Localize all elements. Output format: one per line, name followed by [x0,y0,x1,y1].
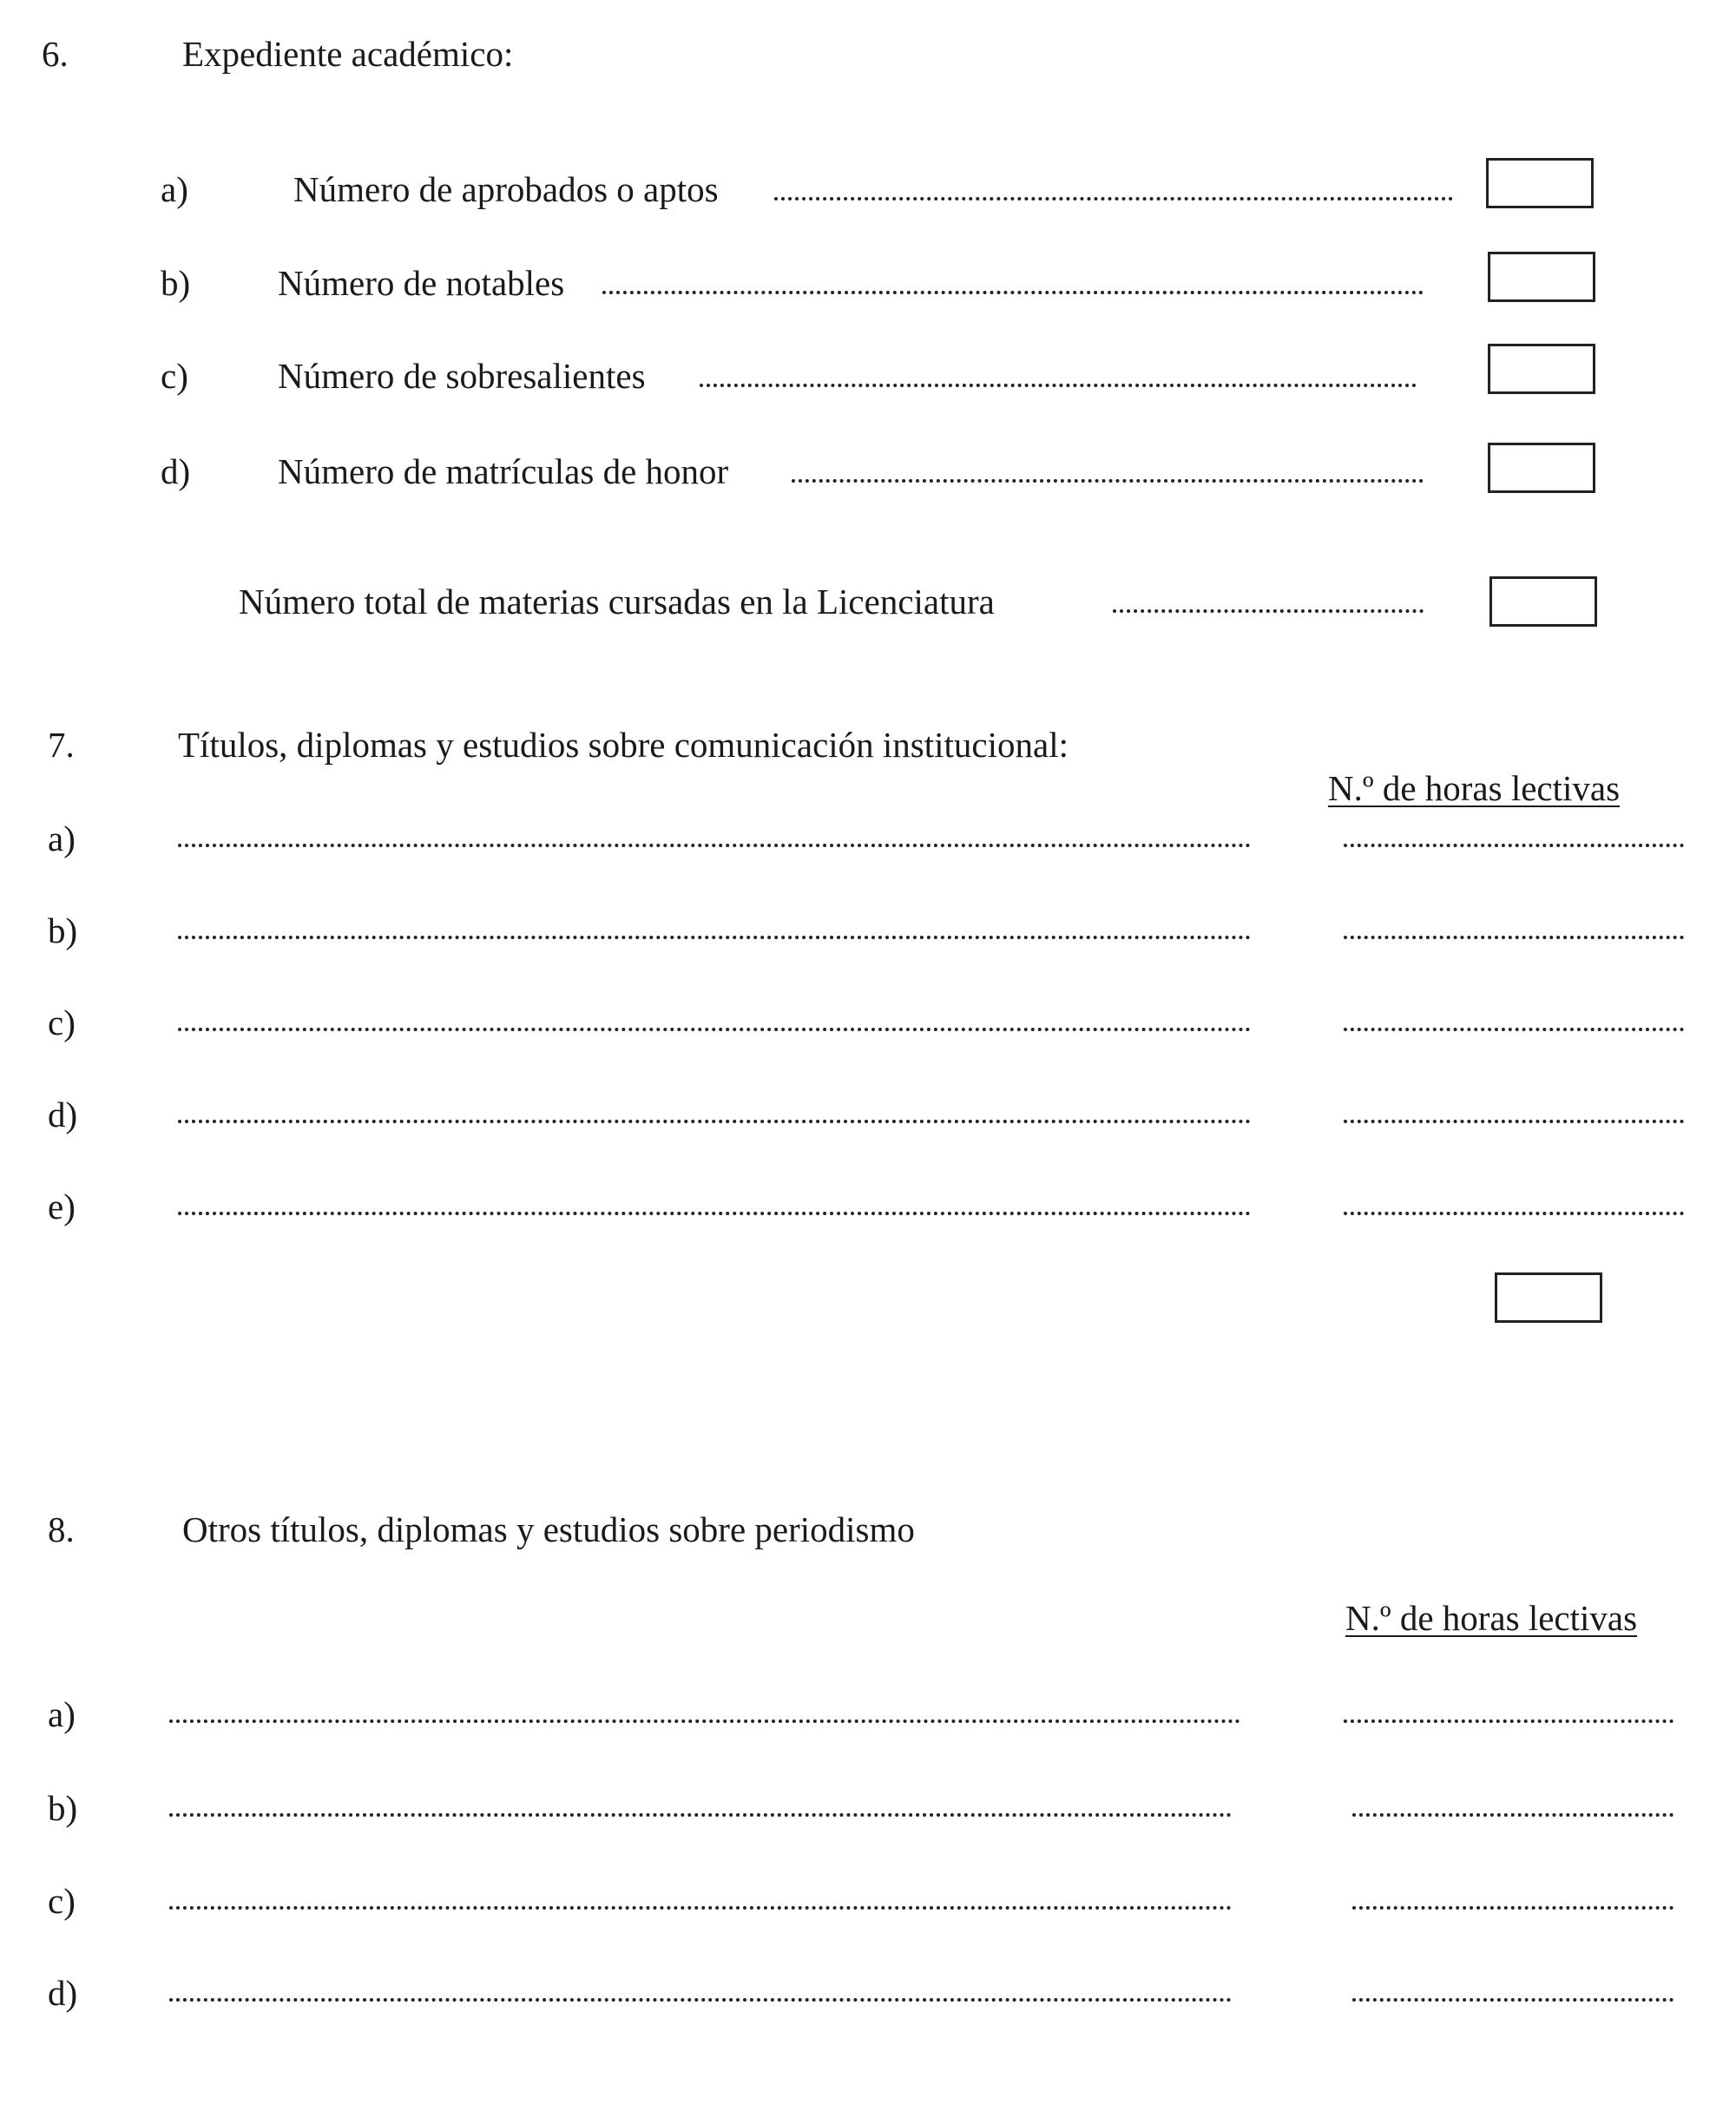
item-a-leader [774,197,1453,201]
item-b-box[interactable] [1488,252,1595,302]
s8-row-c-title-field[interactable] [169,1906,1232,1910]
section-6-title: Expediente académico: [182,34,514,74]
s8-row-b-title-field[interactable] [169,1813,1232,1817]
s7-row-d-hours-field[interactable] [1344,1120,1684,1123]
item-b-letter: b) [161,263,191,303]
item-d-label: Número de matrículas de honor [278,451,729,491]
item-c-leader [700,384,1417,387]
s7-row-a-letter: a) [48,819,76,858]
s7-row-b-title-field[interactable] [178,936,1251,939]
section-7-title: Títulos, diplomas y estudios sobre comunicación institucional: [178,725,1069,765]
item-d-letter: d) [161,451,191,491]
s7-row-e-hours-field[interactable] [1344,1212,1684,1215]
section-6-number: 6. [42,34,69,74]
s7-row-e-letter: e) [48,1187,76,1226]
total-label: Número total de materias cursadas en la Licenciatura [239,582,995,621]
s8-row-c-letter: c) [48,1881,76,1921]
s7-row-c-title-field[interactable] [178,1028,1251,1031]
section-7-number: 7. [48,725,75,765]
section-7-hours-header: N.º de horas lectivas [1328,768,1621,808]
item-a-label: Número de aprobados o aptos [293,169,719,209]
s7-row-b-hours-field[interactable] [1344,936,1684,939]
item-a-letter: a) [161,169,188,209]
s8-row-b-hours-field[interactable] [1352,1813,1674,1817]
item-c-letter: c) [161,356,188,396]
section-7-total-box[interactable] [1495,1272,1602,1323]
section-8-title: Otros títulos, diplomas y estudios sobre periodismo [182,1509,915,1549]
s7-row-d-title-field[interactable] [178,1120,1251,1123]
item-c-box[interactable] [1488,344,1595,394]
item-a-box[interactable] [1486,158,1594,208]
s7-row-c-hours-field[interactable] [1344,1028,1684,1031]
item-d-box[interactable] [1488,443,1595,493]
s7-row-c-letter: c) [48,1003,76,1042]
s8-row-d-letter: d) [48,1973,78,2013]
s7-row-b-letter: b) [48,911,78,950]
s7-row-a-title-field[interactable] [178,844,1251,847]
item-d-leader [792,479,1424,483]
s8-row-a-title-field[interactable] [169,1719,1240,1723]
s7-row-e-title-field[interactable] [178,1212,1251,1215]
item-b-leader [602,291,1424,294]
s8-row-a-hours-field[interactable] [1344,1719,1674,1723]
section-8-number: 8. [48,1509,75,1549]
item-c-label: Número de sobresalientes [278,356,646,396]
s7-row-a-hours-field[interactable] [1344,844,1684,847]
s8-row-b-letter: b) [48,1788,78,1828]
s8-row-a-letter: a) [48,1694,76,1734]
s7-row-d-letter: d) [48,1095,78,1134]
section-8-hours-header: N.º de horas lectivas [1345,1598,1638,1638]
total-box[interactable] [1489,576,1597,627]
item-b-label: Número de notables [278,263,565,303]
s8-row-c-hours-field[interactable] [1352,1906,1674,1910]
total-leader [1113,609,1424,613]
s8-row-d-title-field[interactable] [169,1998,1232,2002]
s8-row-d-hours-field[interactable] [1352,1998,1674,2002]
